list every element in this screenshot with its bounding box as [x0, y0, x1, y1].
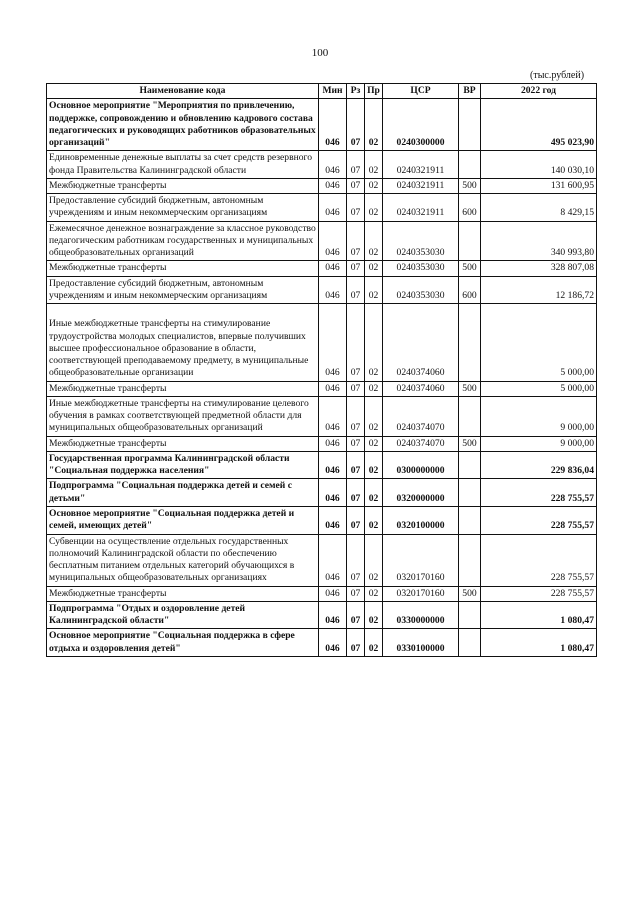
table-row	[47, 629, 597, 657]
row-name-cell: Межбюджетные трансферты	[47, 261, 319, 276]
table-row	[47, 276, 597, 304]
row-amount-cell: 228 755,57	[481, 534, 597, 586]
row-rz-cell: 07	[347, 396, 365, 436]
row-name-cell: Предоставление субсидий бюджетным, автономным учреждениям и иным некоммерческим организациям	[47, 276, 319, 304]
header-row	[47, 84, 597, 99]
row-csr-cell: 0240353030	[383, 261, 459, 276]
row-pr-cell: 02	[365, 178, 383, 193]
row-vr-cell	[459, 99, 481, 151]
header-vr: ВР	[459, 84, 481, 99]
row-pr-cell: 02	[365, 451, 383, 479]
header-name: Наименование кода	[47, 84, 319, 99]
row-vr-cell	[459, 221, 481, 261]
row-csr-cell: 0300000000	[383, 451, 459, 479]
row-csr-cell: 0240374070	[383, 396, 459, 436]
row-min-cell: 046	[319, 436, 347, 451]
row-csr-cell: 0320170160	[383, 534, 459, 586]
row-min-cell: 046	[319, 178, 347, 193]
row-vr-cell: 500	[459, 436, 481, 451]
row-amount-cell: 340 993,80	[481, 221, 597, 261]
row-pr-cell: 02	[365, 586, 383, 601]
row-min-cell: 046	[319, 479, 347, 507]
row-name-cell: Межбюджетные трансферты	[47, 586, 319, 601]
table-row	[47, 479, 597, 507]
budget-table	[46, 83, 597, 657]
row-rz-cell: 07	[347, 506, 365, 534]
table-row	[47, 506, 597, 534]
row-vr-cell	[459, 451, 481, 479]
row-amount-cell: 229 836,04	[481, 451, 597, 479]
row-amount-cell: 1 080,47	[481, 601, 597, 629]
page-number: 100	[311, 47, 329, 59]
row-rz-cell: 07	[347, 276, 365, 304]
row-csr-cell: 0240374060	[383, 304, 459, 381]
row-amount-cell: 495 023,90	[481, 99, 597, 151]
row-csr-cell: 0240321911	[383, 194, 459, 222]
row-vr-cell	[459, 534, 481, 586]
row-vr-cell: 500	[459, 586, 481, 601]
row-csr-cell: 0240353030	[383, 276, 459, 304]
row-name-cell: Иные межбюджетные трансферты на стимулирование трудоустройства молодых специалистов, впервые получивших высшее профессиональное образование в области, соответствующей преподаваемому предмету, в муниципальные общеобразовательные организации	[47, 304, 319, 381]
row-vr-cell: 500	[459, 178, 481, 193]
row-amount-cell: 5 000,00	[481, 304, 597, 381]
row-vr-cell	[459, 601, 481, 629]
row-csr-cell: 0320170160	[383, 586, 459, 601]
row-rz-cell: 07	[347, 99, 365, 151]
header-min: Мин	[319, 84, 347, 99]
row-csr-cell: 0330100000	[383, 629, 459, 657]
table-header	[47, 84, 597, 99]
row-csr-cell: 0330000000	[383, 601, 459, 629]
table-row	[47, 194, 597, 222]
row-amount-cell: 140 030,10	[481, 151, 597, 179]
row-pr-cell: 02	[365, 261, 383, 276]
row-rz-cell: 07	[347, 261, 365, 276]
row-name-cell: Основное мероприятие "Социальная поддержка в сфере отдыха и оздоровления детей"	[47, 629, 319, 657]
row-pr-cell: 02	[365, 194, 383, 222]
table-row	[47, 151, 597, 179]
row-name-cell: Предоставление субсидий бюджетным, автономным учреждениям и иным некоммерческим организациям	[47, 194, 319, 222]
row-min-cell: 046	[319, 601, 347, 629]
table-row	[47, 451, 597, 479]
row-rz-cell: 07	[347, 629, 365, 657]
row-rz-cell: 07	[347, 381, 365, 396]
row-vr-cell	[459, 479, 481, 507]
header-amount: 2022 год	[481, 84, 597, 99]
row-min-cell: 046	[319, 304, 347, 381]
table-row	[47, 586, 597, 601]
row-vr-cell: 600	[459, 276, 481, 304]
row-min-cell: 046	[319, 534, 347, 586]
row-min-cell: 046	[319, 586, 347, 601]
row-amount-cell: 228 755,57	[481, 586, 597, 601]
row-pr-cell: 02	[365, 534, 383, 586]
row-name-cell: Иные межбюджетные трансферты на стимулирование целевого обучения в рамках соответствующей предметной области для муниципальных общеобразовательных организаций	[47, 396, 319, 436]
row-csr-cell: 0240374060	[383, 381, 459, 396]
row-name-cell: Подпрограмма "Отдых и оздоровление детей Калининградской области"	[47, 601, 319, 629]
table-row	[47, 436, 597, 451]
row-min-cell: 046	[319, 396, 347, 436]
row-name-cell: Основное мероприятие "Мероприятия по привлечению, поддержке, сопровождению и обновлению кадрового состава педагогических и руководящих работников образовательных организаций"	[47, 99, 319, 151]
row-min-cell: 046	[319, 194, 347, 222]
row-vr-cell	[459, 396, 481, 436]
row-rz-cell: 07	[347, 178, 365, 193]
row-amount-cell: 228 755,57	[481, 479, 597, 507]
table-row	[47, 261, 597, 276]
row-rz-cell: 07	[347, 304, 365, 381]
row-amount-cell: 9 000,00	[481, 436, 597, 451]
row-name-cell: Межбюджетные трансферты	[47, 381, 319, 396]
row-vr-cell	[459, 506, 481, 534]
row-csr-cell: 0240300000	[383, 99, 459, 151]
row-min-cell: 046	[319, 629, 347, 657]
units-label: (тыс.рублей)	[530, 70, 585, 81]
row-amount-cell: 8 429,15	[481, 194, 597, 222]
row-rz-cell: 07	[347, 601, 365, 629]
row-pr-cell: 02	[365, 151, 383, 179]
row-min-cell: 046	[319, 261, 347, 276]
row-name-cell: Межбюджетные трансферты	[47, 178, 319, 193]
row-rz-cell: 07	[347, 221, 365, 261]
row-rz-cell: 07	[347, 479, 365, 507]
row-amount-cell: 328 807,08	[481, 261, 597, 276]
header-pr: Пр	[365, 84, 383, 99]
row-name-cell: Единовременные денежные выплаты за счет средств резервного фонда Правительства Калининградской области	[47, 151, 319, 179]
row-csr-cell: 0240353030	[383, 221, 459, 261]
row-pr-cell: 02	[365, 396, 383, 436]
table-row	[47, 99, 597, 151]
row-name-cell: Основное мероприятие "Социальная поддержка детей и семей, имеющих детей"	[47, 506, 319, 534]
row-rz-cell: 07	[347, 534, 365, 586]
row-pr-cell: 02	[365, 304, 383, 381]
table-row	[47, 178, 597, 193]
row-rz-cell: 07	[347, 586, 365, 601]
row-amount-cell: 228 755,57	[481, 506, 597, 534]
row-pr-cell: 02	[365, 506, 383, 534]
table-row	[47, 221, 597, 261]
row-name-cell: Подпрограмма "Социальная поддержка детей и семей с детьми"	[47, 479, 319, 507]
row-pr-cell: 02	[365, 479, 383, 507]
row-csr-cell: 0240374070	[383, 436, 459, 451]
row-amount-cell: 9 000,00	[481, 396, 597, 436]
row-rz-cell: 07	[347, 451, 365, 479]
row-min-cell: 046	[319, 381, 347, 396]
row-vr-cell: 500	[459, 261, 481, 276]
row-vr-cell	[459, 304, 481, 381]
row-vr-cell: 500	[459, 381, 481, 396]
row-amount-cell: 5 000,00	[481, 381, 597, 396]
row-amount-cell: 131 600,95	[481, 178, 597, 193]
row-csr-cell: 0240321911	[383, 178, 459, 193]
row-name-cell: Субвенции на осуществление отдельных государственных полномочий Калининградской области по обеспечению бесплатным питанием отдельных категорий обучающихся в муниципальных общеобразовательных организациях	[47, 534, 319, 586]
row-csr-cell: 0240321911	[383, 151, 459, 179]
table-row	[47, 601, 597, 629]
row-pr-cell: 02	[365, 601, 383, 629]
header-csr: ЦСР	[383, 84, 459, 99]
row-name-cell: Межбюджетные трансферты	[47, 436, 319, 451]
row-amount-cell: 1 080,47	[481, 629, 597, 657]
row-vr-cell	[459, 151, 481, 179]
row-rz-cell: 07	[347, 151, 365, 179]
row-pr-cell: 02	[365, 276, 383, 304]
row-name-cell: Государственная программа Калининградской области "Социальная поддержка населения"	[47, 451, 319, 479]
table-row	[47, 396, 597, 436]
row-min-cell: 046	[319, 506, 347, 534]
row-pr-cell: 02	[365, 629, 383, 657]
row-csr-cell: 0320100000	[383, 506, 459, 534]
row-min-cell: 046	[319, 151, 347, 179]
header-rz: Рз	[347, 84, 365, 99]
row-vr-cell: 600	[459, 194, 481, 222]
row-csr-cell: 0320000000	[383, 479, 459, 507]
table-row	[47, 534, 597, 586]
row-pr-cell: 02	[365, 221, 383, 261]
row-vr-cell	[459, 629, 481, 657]
row-min-cell: 046	[319, 276, 347, 304]
row-min-cell: 046	[319, 221, 347, 261]
row-name-cell: Ежемесячное денежное вознаграждение за классное руководство педагогическим работникам государственных и муниципальных общеобразовательных организаций	[47, 221, 319, 261]
row-min-cell: 046	[319, 99, 347, 151]
row-rz-cell: 07	[347, 194, 365, 222]
row-pr-cell: 02	[365, 436, 383, 451]
row-pr-cell: 02	[365, 99, 383, 151]
row-amount-cell: 12 186,72	[481, 276, 597, 304]
row-rz-cell: 07	[347, 436, 365, 451]
row-min-cell: 046	[319, 451, 347, 479]
row-pr-cell: 02	[365, 381, 383, 396]
table-body	[47, 99, 597, 657]
table-row	[47, 304, 597, 381]
table-row	[47, 381, 597, 396]
